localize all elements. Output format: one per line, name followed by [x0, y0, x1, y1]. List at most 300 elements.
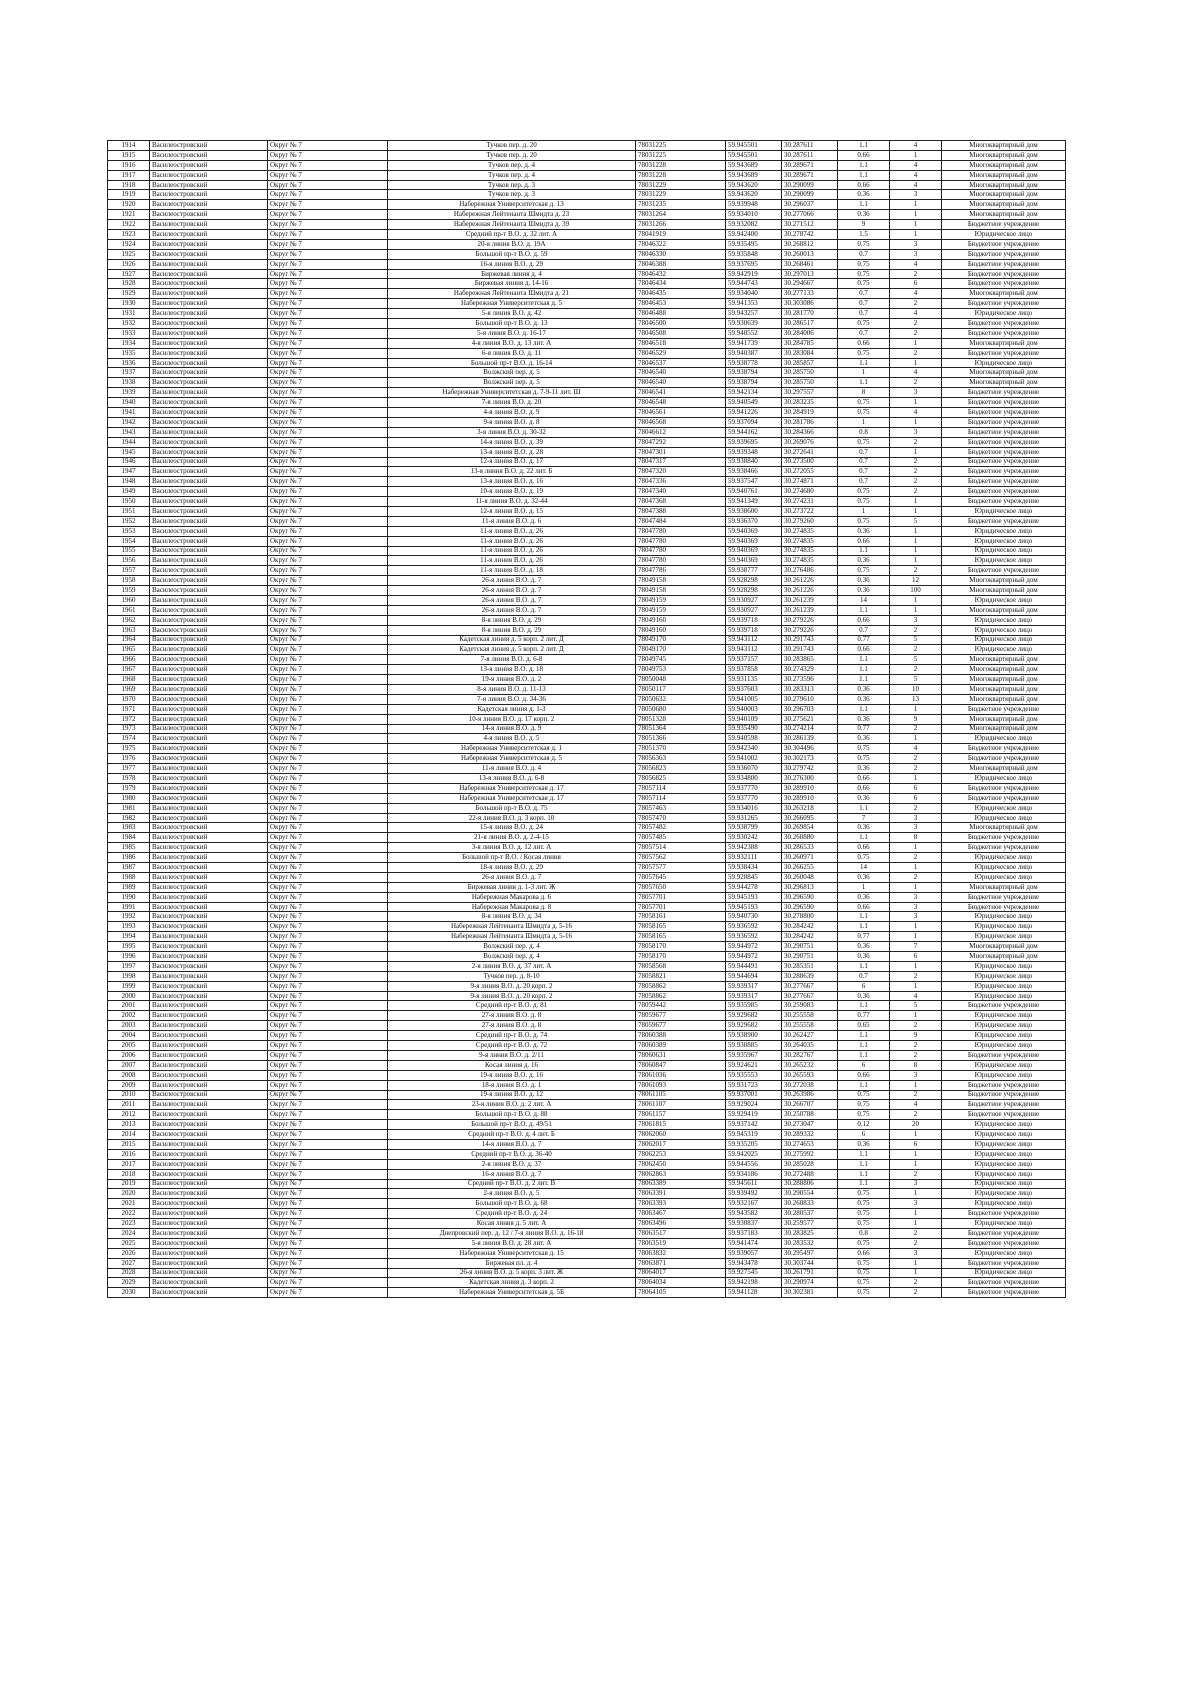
table-row: [108, 774, 1066, 784]
municipal-okrug-cell: Округ № 7: [268, 220, 388, 230]
object-code-cell: 78060389: [636, 1041, 726, 1051]
owner-type-cell: Бюджетное учреждение: [942, 239, 1066, 249]
object-code-cell: 78047484: [636, 516, 726, 526]
address-cell: 13-я линия В.О. д. 28: [388, 447, 636, 457]
table-row: [108, 1169, 1066, 1179]
table-row: [108, 586, 1066, 596]
district-cell: Василеостровский: [150, 1110, 268, 1120]
address-cell: Кадетская линия д. 1-3: [388, 704, 636, 714]
owner-type-cell: Многоквартирный дом: [942, 694, 1066, 704]
table-row: [108, 358, 1066, 368]
container-count-cell: 3: [890, 1199, 942, 1209]
container-volume-cell: 14: [838, 863, 890, 873]
object-code-cell: 78041919: [636, 230, 726, 240]
container-volume-cell: 0.36: [838, 684, 890, 694]
container-volume-cell: 14: [838, 595, 890, 605]
container-volume-cell: 0.7: [838, 971, 890, 981]
longitude-cell: 30.295497: [782, 1248, 838, 1258]
longitude-cell: 30.290554: [782, 1189, 838, 1199]
row-number-cell: 1973: [108, 724, 150, 734]
row-number-cell: 1967: [108, 665, 150, 675]
address-cell: Косая линия д. 16: [388, 1060, 636, 1070]
container-volume-cell: 0.75: [838, 1100, 890, 1110]
document-page: [107, 140, 1065, 1298]
row-number-cell: 1956: [108, 556, 150, 566]
address-cell: Большой пр-т В.О. д. 68: [388, 1199, 636, 1209]
latitude-cell: 59.943620: [726, 190, 782, 200]
owner-type-cell: Юридическое лицо: [942, 1159, 1066, 1169]
container-count-cell: 1: [890, 497, 942, 507]
row-number-cell: 1970: [108, 694, 150, 704]
municipal-okrug-cell: Округ № 7: [268, 1159, 388, 1169]
owner-type-cell: Многоквартирный дом: [942, 150, 1066, 160]
longitude-cell: 30.263986: [782, 1090, 838, 1100]
district-cell: Василеостровский: [150, 1021, 268, 1031]
district-cell: Василеостровский: [150, 863, 268, 873]
container-volume-cell: 0.66: [838, 902, 890, 912]
municipal-okrug-cell: Округ № 7: [268, 932, 388, 942]
latitude-cell: 59.938900: [726, 1031, 782, 1041]
table-row: [108, 714, 1066, 724]
container-count-cell: 2: [890, 754, 942, 764]
district-cell: Василеостровский: [150, 160, 268, 170]
table-row: [108, 566, 1066, 576]
municipal-okrug-cell: Округ № 7: [268, 1258, 388, 1268]
latitude-cell: 59.939348: [726, 447, 782, 457]
longitude-cell: 30.294667: [782, 279, 838, 289]
municipal-okrug-cell: Округ № 7: [268, 1100, 388, 1110]
district-cell: Василеостровский: [150, 141, 268, 151]
owner-type-cell: Юридическое лицо: [942, 774, 1066, 784]
latitude-cell: 59.944972: [726, 952, 782, 962]
latitude-cell: 59.932167: [726, 1199, 782, 1209]
district-cell: Василеостровский: [150, 220, 268, 230]
row-number-cell: 1951: [108, 506, 150, 516]
address-cell: 11-я линия В.О. д. 26: [388, 556, 636, 566]
longitude-cell: 30.290751: [782, 952, 838, 962]
address-cell: 2-я линия В.О. д. 5: [388, 1189, 636, 1199]
owner-type-cell: Юридическое лицо: [942, 922, 1066, 932]
district-cell: Василеостровский: [150, 764, 268, 774]
object-code-cell: 78049160: [636, 615, 726, 625]
container-volume-cell: 0.75: [838, 754, 890, 764]
latitude-cell: 59.944694: [726, 971, 782, 981]
address-cell: 18-я линия В.О. д. 29: [388, 863, 636, 873]
owner-type-cell: Юридическое лицо: [942, 526, 1066, 536]
owner-type-cell: Юридическое лицо: [942, 230, 1066, 240]
latitude-cell: 59.945319: [726, 1130, 782, 1140]
object-code-cell: 78057577: [636, 863, 726, 873]
container-volume-cell: 1.1: [838, 141, 890, 151]
object-code-cell: 78058862: [636, 991, 726, 1001]
container-volume-cell: 0.77: [838, 724, 890, 734]
latitude-cell: 59.930837: [726, 1219, 782, 1229]
container-volume-cell: 0.7: [838, 328, 890, 338]
row-number-cell: 2028: [108, 1268, 150, 1278]
object-code-cell: 78049745: [636, 655, 726, 665]
table-row: [108, 635, 1066, 645]
district-cell: Василеостровский: [150, 744, 268, 754]
address-cell: 8-я линия В.О. д. 29: [388, 625, 636, 635]
address-cell: 26-я линия В.О. д. 7: [388, 586, 636, 596]
district-cell: Василеостровский: [150, 971, 268, 981]
longitude-cell: 30.304496: [782, 744, 838, 754]
container-volume-cell: 0.75: [838, 398, 890, 408]
latitude-cell: 59.938600: [726, 506, 782, 516]
longitude-cell: 30.289671: [782, 160, 838, 170]
object-code-cell: 78031225: [636, 150, 726, 160]
district-cell: Василеостровский: [150, 1001, 268, 1011]
district-cell: Василеостровский: [150, 556, 268, 566]
table-row: [108, 348, 1066, 358]
latitude-cell: 59.939695: [726, 437, 782, 447]
container-volume-cell: 0.75: [838, 319, 890, 329]
row-number-cell: 2010: [108, 1090, 150, 1100]
latitude-cell: 59.938434: [726, 863, 782, 873]
municipal-okrug-cell: Округ № 7: [268, 684, 388, 694]
longitude-cell: 30.261226: [782, 576, 838, 586]
latitude-cell: 59.940730: [726, 912, 782, 922]
owner-type-cell: Бюджетное учреждение: [942, 487, 1066, 497]
object-code-cell: 78063467: [636, 1209, 726, 1219]
district-cell: Василеостровский: [150, 338, 268, 348]
row-number-cell: 2000: [108, 991, 150, 1001]
row-number-cell: 1984: [108, 833, 150, 843]
container-volume-cell: 0.75: [838, 408, 890, 418]
row-number-cell: 1959: [108, 586, 150, 596]
container-volume-cell: 0.75: [838, 853, 890, 863]
object-code-cell: 78064105: [636, 1288, 726, 1298]
table-row: [108, 922, 1066, 932]
container-volume-cell: 0.75: [838, 1090, 890, 1100]
longitude-cell: 30.303086: [782, 299, 838, 309]
container-count-cell: 2: [890, 378, 942, 388]
container-count-cell: 100: [890, 586, 942, 596]
latitude-cell: 59.940003: [726, 704, 782, 714]
container-volume-cell: 1.1: [838, 961, 890, 971]
container-volume-cell: 0.36: [838, 734, 890, 744]
owner-type-cell: Бюджетное учреждение: [942, 1090, 1066, 1100]
longitude-cell: 30.286517: [782, 319, 838, 329]
row-number-cell: 2007: [108, 1060, 150, 1070]
municipal-okrug-cell: Округ № 7: [268, 922, 388, 932]
row-number-cell: 1948: [108, 477, 150, 487]
container-count-cell: 6: [890, 783, 942, 793]
owner-type-cell: Юридическое лицо: [942, 734, 1066, 744]
container-count-cell: 2: [890, 625, 942, 635]
row-number-cell: 1965: [108, 645, 150, 655]
municipal-okrug-cell: Округ № 7: [268, 605, 388, 615]
container-count-cell: 3: [890, 823, 942, 833]
container-count-cell: 2: [890, 724, 942, 734]
longitude-cell: 30.274835: [782, 536, 838, 546]
owner-type-cell: Юридическое лицо: [942, 536, 1066, 546]
container-count-cell: 1: [890, 595, 942, 605]
district-cell: Василеостровский: [150, 378, 268, 388]
container-count-cell: 5: [890, 675, 942, 685]
longitude-cell: 30.277667: [782, 991, 838, 1001]
address-cell: 20-я линия В.О. д. 19А: [388, 239, 636, 249]
district-cell: Василеостровский: [150, 655, 268, 665]
owner-type-cell: Юридическое лицо: [942, 971, 1066, 981]
row-number-cell: 1985: [108, 843, 150, 853]
owner-type-cell: Бюджетное учреждение: [942, 220, 1066, 230]
address-cell: Тучков пер. д. 20: [388, 150, 636, 160]
container-volume-cell: 0.75: [838, 259, 890, 269]
container-volume-cell: 0.36: [838, 576, 890, 586]
table-row: [108, 783, 1066, 793]
district-cell: Василеостровский: [150, 625, 268, 635]
longitude-cell: 30.260013: [782, 249, 838, 259]
address-cell: Набережная Университетская д. 13: [388, 200, 636, 210]
row-number-cell: 2020: [108, 1189, 150, 1199]
longitude-cell: 30.303744: [782, 1258, 838, 1268]
owner-type-cell: Юридическое лицо: [942, 991, 1066, 1001]
latitude-cell: 59.943257: [726, 309, 782, 319]
container-volume-cell: 0.66: [838, 1070, 890, 1080]
container-volume-cell: 0.36: [838, 714, 890, 724]
latitude-cell: 59.924621: [726, 1060, 782, 1070]
longitude-cell: 30.272055: [782, 467, 838, 477]
container-count-cell: 4: [890, 141, 942, 151]
table-row: [108, 754, 1066, 764]
object-code-cell: 78058170: [636, 942, 726, 952]
object-code-cell: 78047368: [636, 497, 726, 507]
table-row: [108, 190, 1066, 200]
row-number-cell: 2012: [108, 1110, 150, 1120]
object-code-cell: 78057650: [636, 882, 726, 892]
table-row: [108, 536, 1066, 546]
municipal-okrug-cell: Округ № 7: [268, 645, 388, 655]
longitude-cell: 30.284242: [782, 922, 838, 932]
container-count-cell: 2: [890, 1278, 942, 1288]
table-row: [108, 823, 1066, 833]
container-volume-cell: 1.1: [838, 160, 890, 170]
table-row: [108, 378, 1066, 388]
district-cell: Василеостровский: [150, 516, 268, 526]
owner-type-cell: Бюджетное учреждение: [942, 1050, 1066, 1060]
owner-type-cell: Бюджетное учреждение: [942, 467, 1066, 477]
longitude-cell: 30.287611: [782, 150, 838, 160]
table-row: [108, 506, 1066, 516]
owner-type-cell: Многоквартирный дом: [942, 170, 1066, 180]
address-cell: 9-я линия В.О. д. 20 корп. 2: [388, 991, 636, 1001]
municipal-okrug-cell: Округ № 7: [268, 388, 388, 398]
object-code-cell: 78057463: [636, 803, 726, 813]
row-number-cell: 2026: [108, 1248, 150, 1258]
container-count-cell: 8: [890, 833, 942, 843]
container-volume-cell: 0.66: [838, 783, 890, 793]
row-number-cell: 1983: [108, 823, 150, 833]
container-volume-cell: 6: [838, 981, 890, 991]
latitude-cell: 59.943620: [726, 180, 782, 190]
owner-type-cell: Юридическое лицо: [942, 1169, 1066, 1179]
municipal-okrug-cell: Округ № 7: [268, 952, 388, 962]
owner-type-cell: Многоквартирный дом: [942, 942, 1066, 952]
district-cell: Василеостровский: [150, 1120, 268, 1130]
latitude-cell: 59.942025: [726, 1149, 782, 1159]
row-number-cell: 1928: [108, 279, 150, 289]
table-row: [108, 1149, 1066, 1159]
latitude-cell: 59.940109: [726, 714, 782, 724]
municipal-okrug-cell: Округ № 7: [268, 912, 388, 922]
row-number-cell: 1976: [108, 754, 150, 764]
district-cell: Василеостровский: [150, 1219, 268, 1229]
row-number-cell: 1961: [108, 605, 150, 615]
address-cell: 22-я линия В.О. д. 3 корп. 10: [388, 813, 636, 823]
longitude-cell: 30.277133: [782, 289, 838, 299]
row-number-cell: 1923: [108, 230, 150, 240]
owner-type-cell: Бюджетное учреждение: [942, 1288, 1066, 1298]
municipal-okrug-cell: Округ № 7: [268, 160, 388, 170]
latitude-cell: 59.939317: [726, 991, 782, 1001]
container-volume-cell: 1.1: [838, 1031, 890, 1041]
latitude-cell: 59.941002: [726, 754, 782, 764]
object-code-cell: 78047388: [636, 506, 726, 516]
container-count-cell: 2: [890, 1041, 942, 1051]
row-number-cell: 1958: [108, 576, 150, 586]
container-volume-cell: 0.77: [838, 635, 890, 645]
row-number-cell: 1978: [108, 774, 150, 784]
address-cell: 9-я линия В.О. д. 2/11: [388, 1050, 636, 1060]
longitude-cell: 30.289671: [782, 170, 838, 180]
container-volume-cell: 0.66: [838, 645, 890, 655]
row-number-cell: 1949: [108, 487, 150, 497]
latitude-cell: 59.934016: [726, 803, 782, 813]
container-volume-cell: 0.7: [838, 447, 890, 457]
container-count-cell: 3: [890, 615, 942, 625]
owner-type-cell: Многоквартирный дом: [942, 665, 1066, 675]
table-row: [108, 645, 1066, 655]
longitude-cell: 30.279226: [782, 615, 838, 625]
table-row: [108, 1288, 1066, 1298]
container-volume-cell: 0.7: [838, 289, 890, 299]
district-cell: Василеостровский: [150, 1031, 268, 1041]
municipal-okrug-cell: Округ № 7: [268, 694, 388, 704]
latitude-cell: 59.937547: [726, 477, 782, 487]
object-code-cell: 78046388: [636, 259, 726, 269]
longitude-cell: 30.281786: [782, 417, 838, 427]
table-row: [108, 546, 1066, 556]
district-cell: Василеостровский: [150, 279, 268, 289]
object-code-cell: 78031266: [636, 220, 726, 230]
address-cell: 10-я линия В.О. д. 17 корп. 2: [388, 714, 636, 724]
container-volume-cell: 1.1: [838, 1149, 890, 1159]
object-code-cell: 78031264: [636, 210, 726, 220]
container-volume-cell: 1.1: [838, 675, 890, 685]
municipal-okrug-cell: Округ № 7: [268, 1011, 388, 1021]
object-code-cell: 78058161: [636, 912, 726, 922]
object-code-cell: 78046508: [636, 328, 726, 338]
latitude-cell: 59.935985: [726, 1001, 782, 1011]
table-row: [108, 1268, 1066, 1278]
row-number-cell: 1944: [108, 437, 150, 447]
table-row: [108, 675, 1066, 685]
longitude-cell: 30.285750: [782, 368, 838, 378]
district-cell: Василеостровский: [150, 823, 268, 833]
container-volume-cell: 0.36: [838, 556, 890, 566]
latitude-cell: 59.940387: [726, 348, 782, 358]
municipal-okrug-cell: Округ № 7: [268, 546, 388, 556]
district-cell: Василеостровский: [150, 872, 268, 882]
row-number-cell: 2027: [108, 1258, 150, 1268]
owner-type-cell: Юридическое лицо: [942, 1199, 1066, 1209]
address-cell: 27-я линия В.О. д. 8: [388, 1011, 636, 1021]
container-count-cell: 4: [890, 368, 942, 378]
municipal-okrug-cell: Округ № 7: [268, 141, 388, 151]
address-cell: Волжский пер. д. 4: [388, 942, 636, 952]
address-cell: 2-я линия В.О. д. 37: [388, 1159, 636, 1169]
container-volume-cell: 1.1: [838, 655, 890, 665]
object-code-cell: 78046548: [636, 398, 726, 408]
latitude-cell: 59.938777: [726, 566, 782, 576]
municipal-okrug-cell: Округ № 7: [268, 744, 388, 754]
owner-type-cell: Юридическое лицо: [942, 1268, 1066, 1278]
municipal-okrug-cell: Округ № 7: [268, 497, 388, 507]
row-number-cell: 1933: [108, 328, 150, 338]
row-number-cell: 2002: [108, 1011, 150, 1021]
owner-type-cell: Многоквартирный дом: [942, 684, 1066, 694]
row-number-cell: 2014: [108, 1130, 150, 1140]
row-number-cell: 1931: [108, 309, 150, 319]
owner-type-cell: Бюджетное учреждение: [942, 457, 1066, 467]
table-row: [108, 1090, 1066, 1100]
table-row: [108, 803, 1066, 813]
row-number-cell: 2023: [108, 1219, 150, 1229]
address-cell: Набережная Лейтенанта Шмидта д. 21: [388, 289, 636, 299]
object-code-cell: 78046537: [636, 358, 726, 368]
row-number-cell: 2019: [108, 1179, 150, 1189]
district-cell: Василеостровский: [150, 427, 268, 437]
longitude-cell: 30.291743: [782, 635, 838, 645]
district-cell: Василеостровский: [150, 1159, 268, 1169]
latitude-cell: 59.940549: [726, 398, 782, 408]
container-count-cell: 2: [890, 1110, 942, 1120]
table-row: [108, 408, 1066, 418]
latitude-cell: 59.938466: [726, 467, 782, 477]
table-row: [108, 1199, 1066, 1209]
object-code-cell: 78061036: [636, 1070, 726, 1080]
district-cell: Василеостровский: [150, 853, 268, 863]
table-row: [108, 665, 1066, 675]
row-number-cell: 1982: [108, 813, 150, 823]
owner-type-cell: Юридическое лицо: [942, 556, 1066, 566]
address-cell: 11-я линия В.О. д. 26: [388, 546, 636, 556]
district-cell: Василеостровский: [150, 665, 268, 675]
longitude-cell: 30.255558: [782, 1011, 838, 1021]
row-number-cell: 1964: [108, 635, 150, 645]
municipal-okrug-cell: Округ № 7: [268, 289, 388, 299]
district-cell: Василеостровский: [150, 398, 268, 408]
municipal-okrug-cell: Округ № 7: [268, 190, 388, 200]
owner-type-cell: Многоквартирный дом: [942, 714, 1066, 724]
address-cell: 3-я линия В.О. д. 12 лит. А: [388, 843, 636, 853]
district-cell: Василеостровский: [150, 892, 268, 902]
address-cell: Тучков пер. д. 4: [388, 170, 636, 180]
container-count-cell: 5: [890, 655, 942, 665]
object-code-cell: 78061157: [636, 1110, 726, 1120]
container-volume-cell: 1.1: [838, 704, 890, 714]
district-cell: Василеостровский: [150, 309, 268, 319]
container-count-cell: 3: [890, 1070, 942, 1080]
object-code-cell: 78051364: [636, 724, 726, 734]
address-cell: 11-я линия В.О. д. 26: [388, 536, 636, 546]
object-code-cell: 78031228: [636, 160, 726, 170]
longitude-cell: 30.283532: [782, 1238, 838, 1248]
table-row: [108, 1130, 1066, 1140]
object-code-cell: 78031228: [636, 170, 726, 180]
container-count-cell: 2: [890, 437, 942, 447]
